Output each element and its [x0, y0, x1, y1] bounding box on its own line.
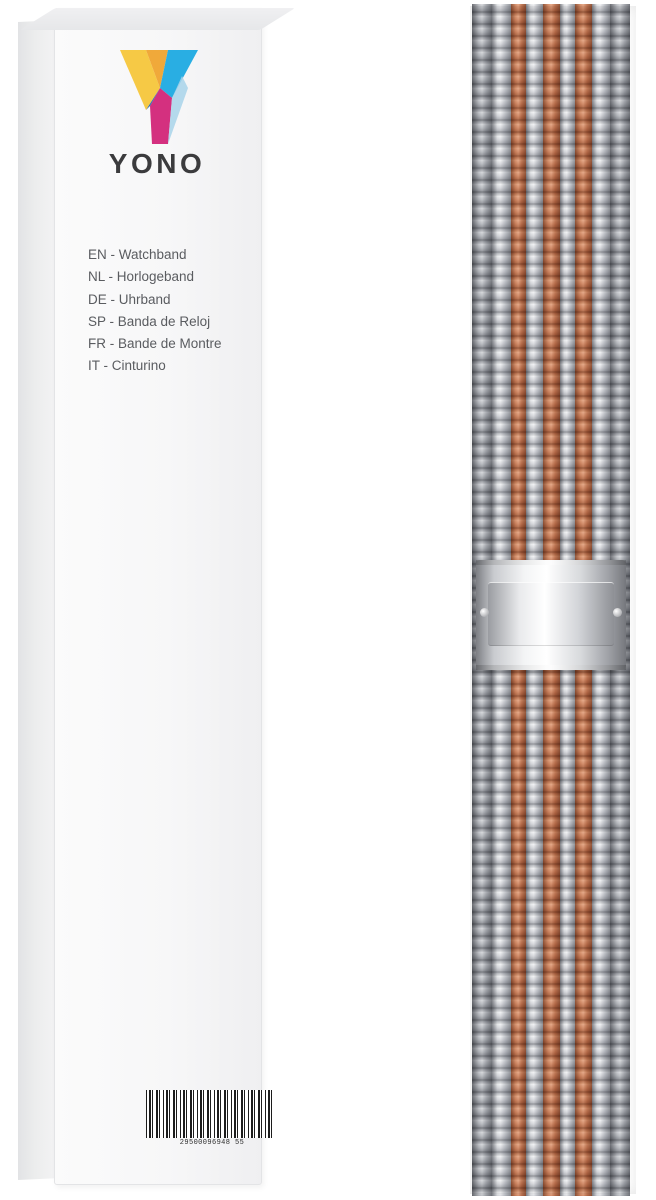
yono-logo-icon: [116, 48, 202, 144]
clasp-bottom-edge: [476, 665, 626, 670]
clasp-top-edge: [476, 560, 626, 565]
clasp-push-button-right: [613, 608, 622, 617]
list-item: DE - Uhrband: [88, 291, 171, 307]
list-item: SP - Banda de Reloj: [88, 313, 211, 329]
list-item: FR - Bande de Montre: [88, 336, 222, 352]
brand-name: YONO: [108, 148, 206, 179]
box-side-panel: [18, 20, 57, 1180]
clasp-push-button-left: [480, 608, 489, 617]
list-item: IT - Cinturino: [88, 358, 166, 374]
list-item: EN - Watchband: [88, 247, 187, 262]
language-list: [88, 244, 268, 378]
clasp: [476, 560, 626, 670]
barcode-icon: [146, 1090, 272, 1138]
brand-logo-block: [54, 38, 260, 223]
list-item: NL - Horlogeband: [88, 269, 195, 285]
barcode-number: 29500096948 55: [179, 1139, 245, 1147]
barcode-block: [146, 1090, 278, 1147]
packaging-box: [18, 8, 266, 1193]
box-top-panel: [20, 8, 295, 30]
watchband: [466, 4, 636, 1196]
clasp-cover-plate: [488, 582, 614, 646]
